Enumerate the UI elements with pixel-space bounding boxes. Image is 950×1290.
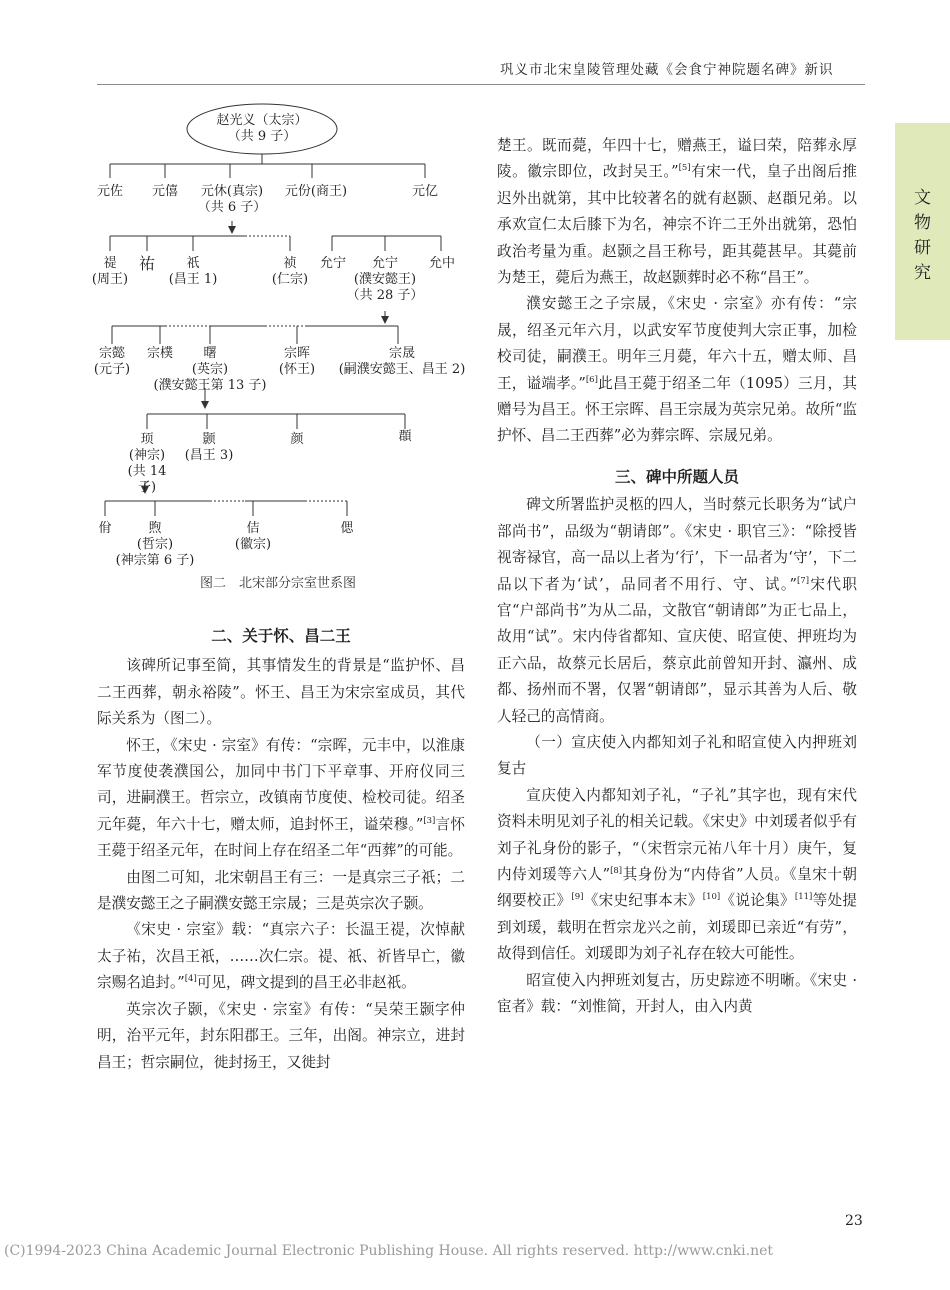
text: 濮安懿王之子宗晟，《宋史 · 宗室》亦有传：“宗晟，绍圣元年六月，以武安军节度使判大宗正事，加检校司徒，嗣濮王。明年三月薨，年六十五，赠太师、昌王，谥端孝。” [497,295,857,392]
text: 有宋一代，皇子出阁后推迟外出就第，其中比较著名的就有赵颢、赵頵兄弟。以承欢宣仁太后膝下为名，神宗不许二王外出就第，恐怕政治考量为重。赵颢之昌王称号，距其薨甚早。其薨前为楚王，薨后为燕王，故赵颢葬时必不称“昌王”。 [497,163,857,287]
node-zhen: 祯 (仁宗) [271,256,309,287]
text: 楚王。既而薨，年四十七，赠燕王，谥曰荣，陪葬永厚陵。徽宗即位，改封吴王。” [497,137,857,181]
node-qi: 祇 (昌王 1) [168,256,218,287]
genealogy-diagram [85,96,480,596]
text: 怀王，《宋史 · 宗室》有传：“宗晖，元丰中，以淮康军节度使袭濮国公，加同中书门下平章事、开府仪同三司，进嗣濮王。哲宗立，改镇南节度使、检校司徒。绍圣元年薨，年六十七，赠太师，追封怀王，谥荣穆。” [97,736,465,833]
text: 言怀王薨于绍圣元年，在时间上存在绍圣二年“西葬”的可能。 [97,815,465,860]
text: 宋代职官“户部尚书”为从二品，文散官“朝请郎”为正七品上，故用“试”。宋内侍省都知、宣庆使、昭宣使、押班均为正六品，故蔡元长居后，蔡京此前曾知开封、瀛州、成都、扬州而不署，仅署“朝请郎”，显示其善为人后、敬人轻己的高情商。 [497,575,857,725]
node-yuanxi: 元僖 [151,184,178,199]
citation: [10] [702,892,721,903]
text: 《宋史 · 宗室》载：“真宗六子：长温王禔，次悼献太子祐，次昌王祇，……次仁宗。禔、祇、祈皆早亡，徽宗赐名追封。” [97,921,465,992]
side-tab-char: 文 [914,188,931,208]
node-si: 偲 [340,521,354,536]
paragraph [97,917,465,996]
text: 其身份为“内侍省”人员。《皇宋十朝纲要校正》 [497,865,857,910]
node-ji: 佶 (徽宗) [234,521,272,552]
node-zongsheng: 宗晟 (嗣濮安懿王、昌王 2) [338,346,466,377]
citation: [5] [678,163,691,174]
section-heading: 三、碑中所题人员 [614,466,739,486]
node-yunning: 允宁 [319,256,346,271]
citation: [4] [184,974,197,985]
genealogy-lines [85,96,480,576]
text: 此昌王薨于绍圣二年（1095）三月，其赠号为昌王。怀王宗晖、昌王宗晟为英宗兄弟。故所“监护怀、昌二王西葬”必为葬宗晖、宗晟兄弟。 [497,374,857,445]
node-yan: 颜 [290,432,304,447]
header-rule [97,84,865,85]
node-you: 祐 [138,254,155,273]
figure-caption: 图二 北宋部分宗室世系图 [200,576,357,591]
copyright-footer: (C)1994-2023 China Academic Journal Electronic Publishing House. All rights reserved. http://www.cnki.net [4,1243,774,1259]
text: 碑文所署监护灵柩的四人，当时蔡元长职务为“试户部尚书”，品级为“朝请郎”。《宋史 · 职官三》：“除授皆视寄禄官，高一品以上者为‘行’，下一品者为‘守’，下二品以下者为‘试’，品同者不用行、守、试。” [497,496,857,593]
node-zongyi: 宗懿 (元子) [93,346,131,377]
node-label: 赵光义（太宗） （共 9 子） [216,113,308,144]
paragraph [497,291,857,449]
side-tab-char: 究 [914,263,931,283]
page-number: 23 [845,1213,863,1229]
citation: [7] [796,575,810,586]
node-yunzhong: 允中 [428,256,455,271]
running-title: 巩义市北宋皇陵管理处藏《会食宁神院题名碑》新识 [500,62,834,78]
node-zongpu: 宗樸 [146,346,173,361]
paragraph [497,783,857,968]
node-shu: 曙 (英宗) (濮安懿王第 13 子) [153,346,267,393]
node-yuanxiu: 元休(真宗) （共 6 子） [197,184,267,215]
side-tab-char: 研 [914,238,931,258]
node-yunning-puanyi: 允宁 (濮安懿王) （共 28 子） [346,256,424,303]
paragraph: 由图二可知，北宋朝昌王有三：一是真宗三子祇；二是濮安懿王之子嗣濮安懿王宗晟；三是英宗次子颢。 [97,868,465,913]
text: 可见，碑文提到的昌王必非赵祇。 [196,974,416,992]
paragraph: 昭宣使入内押班刘复古，历史踪迹不明晰。《宋史 · 宦者》载：“刘惟简，开封人，由入内黄 [497,971,857,1015]
node-xu2: 煦 (哲宗) (神宗第 6 子) [115,521,195,568]
paragraph: 英宗次子颢，《宋史 · 宗室》有传：“吴荣王颢字仲明，治平元年，封东阳郡王。三年，出阁。神宗立，进封昌王；哲宗嗣位，徙封扬王，又徙封 [97,1000,465,1071]
node-zhao-guangyi [202,113,322,145]
node-yuanzuo: 元佐 [96,184,123,199]
citation: [8] [610,866,623,877]
left-column [97,623,465,1076]
node-jun: 頵 [398,429,412,444]
text: 《宋史纪事本末》 [583,892,703,910]
node-hao: 颢 (昌王 3) [184,432,234,463]
section-heading: 二、关于怀、昌二王 [211,626,351,645]
citation: [3] [423,815,436,826]
text: 《说论集》 [720,892,795,910]
citation: [6] [585,374,598,385]
right-column [497,133,857,1020]
node-xu: 顼 (神宗) (共 14 子) [127,432,167,495]
node-yuanfen: 元份(商王) [284,184,348,199]
paragraph [497,133,857,291]
node-zonghui: 宗晖 (怀王) [278,346,316,377]
paragraph: 该碑所记事至简，其事情发生的背景是“监护怀、昌二王西葬，朝永裕陵”。怀王、昌王为宋宗室成员，其代际关系为（图二）。 [97,657,465,728]
text: 等处提到刘瑗，载明在哲宗龙兴之前，刘瑗即已亲近“有劳”，故得到信任。刘瑗即为刘子礼存在较大可能性。 [497,892,857,963]
citation: [9] [571,892,584,903]
node-yi: 佾 [98,521,112,536]
side-section-tab [895,123,950,340]
paragraph [497,492,857,730]
subsection-heading: （一）宣庆使入内都知刘子礼和昭宣使入内押班刘复古 [497,733,857,778]
citation: [11] [794,892,813,903]
node-ti: 禔 (周王) [91,256,129,287]
text: 宣庆使入内都知刘子礼，“子礼”其字也，现有宋代资料未明见刘子礼的相关记载。《宋史》中刘瑗者似乎有刘子礼身份的影子，“（宋哲宗元祐八年十月）庚午，复内侍刘瑗等六人” [497,786,857,883]
paragraph [97,733,465,865]
side-tab-char: 物 [914,213,931,233]
node-yuanyi: 元亿 [411,184,438,199]
